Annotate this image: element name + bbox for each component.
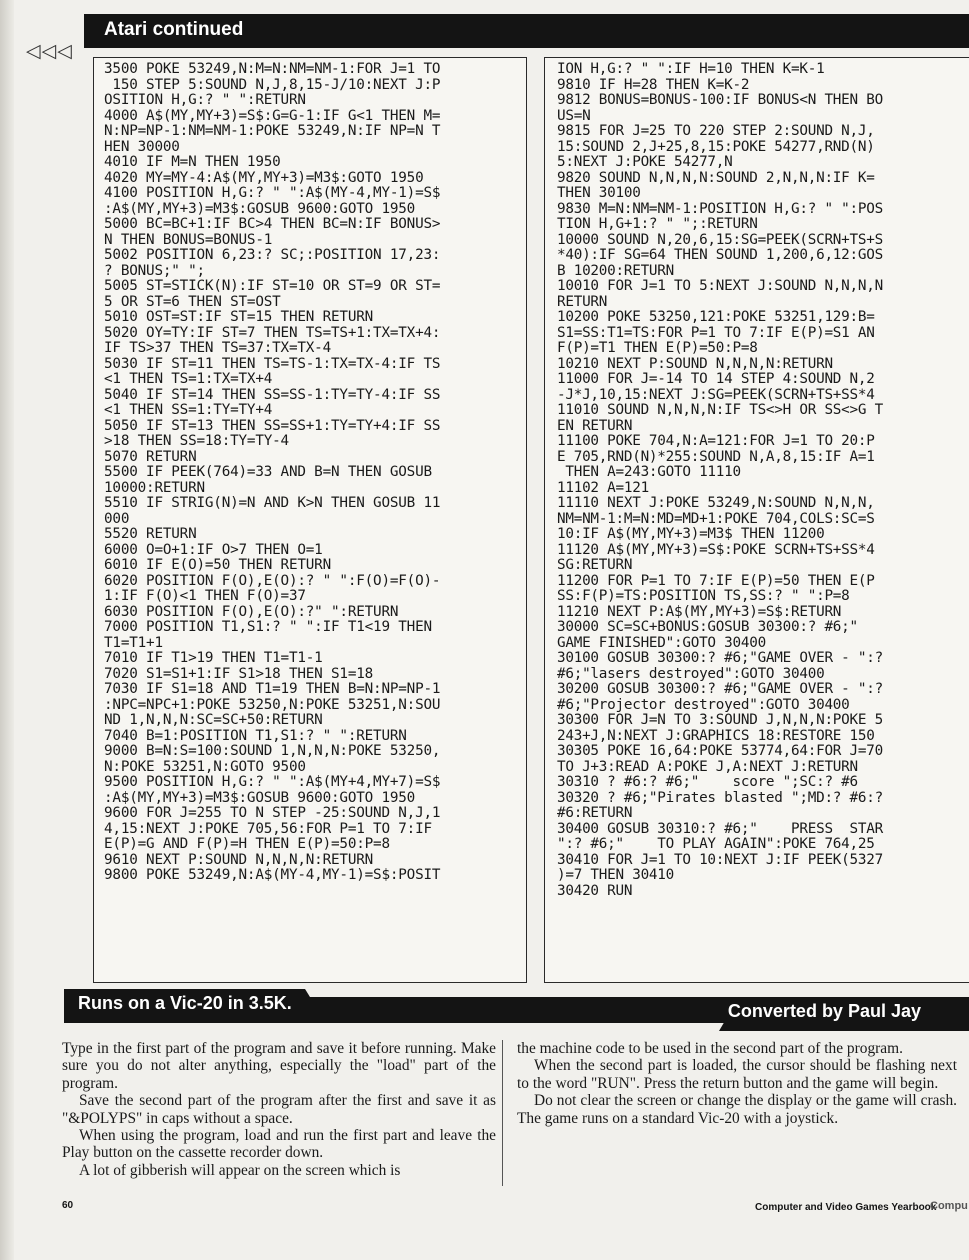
code-listing-left xyxy=(93,57,527,983)
code-line: 9830 M=N:NM=NM-1:POSITION H,G:? " ":POS xyxy=(557,200,883,217)
publication-footer: Computer and Video Games Yearbook xyxy=(755,1202,937,1213)
instructions-column-right xyxy=(517,1040,957,1127)
code-line: 9812 BONUS=BONUS-100:IF BONUS<N THEN BO xyxy=(557,92,883,108)
code-line: 9815 FOR J=25 TO 220 STEP 2:SOUND N,J, xyxy=(557,123,875,139)
code-line: :A$(MY,MY+3)=M3$:GOSUB 9600:GOTO 1950 xyxy=(104,789,416,806)
code-line: 5020 OY=TY:IF ST=7 THEN TS=TS+1:TX=TX+4: xyxy=(104,324,441,341)
code-line: 10:IF A$(MY,MY+3)=M3$ THEN 11200 xyxy=(557,526,825,542)
code-line: 11102 A=121 xyxy=(557,479,649,496)
code-line: 4,15:NEXT J:POKE 705,56:FOR P=1 TO 7:IF xyxy=(104,820,432,837)
code-line: :NPC=NPC+1:POKE 53250,N:POKE 53251,N:SOU xyxy=(104,696,441,713)
code-line: 30305 POKE 16,64:POKE 53774,64:FOR J=70 xyxy=(557,743,883,759)
code-line: 11200 FOR P=1 TO 7:IF E(P)=50 THEN E(P xyxy=(557,572,875,589)
code-line: T1=T1+1 xyxy=(104,634,163,651)
code-line: 150 STEP 5:SOUND N,J,8,15-J/10:NEXT J:P xyxy=(112,76,441,93)
code-listing-right xyxy=(544,57,969,983)
code-line: 11110 NEXT J:POKE 53249,N:SOUND N,N,N, xyxy=(557,495,875,511)
code-line: 7000 POSITION T1,S1:? " ":IF T1<19 THEN xyxy=(104,619,432,635)
code-line: EN RETURN xyxy=(557,417,633,434)
code-line: 243+J,N:NEXT J:GRAPHICS 18:RESTORE 150 xyxy=(557,727,875,744)
code-line: 10000 SOUND N,20,6,15:SG=PEEK(SCRN+TS+S xyxy=(557,231,883,248)
code-line: 5030 IF ST=11 THEN TS=TS-1:TX=TX-4:IF TS xyxy=(104,355,441,372)
code-line: 5050 IF ST=13 THEN SS=SS+1:TY=TY+4:IF SS xyxy=(104,417,441,434)
instruction-paragraph: the machine code to be used in the second part of the program. xyxy=(517,1040,903,1057)
code-line: 6010 IF E(O)=50 THEN RETURN xyxy=(104,557,332,573)
code-line: ION H,G:? " ":IF H=10 THEN K=K-1 xyxy=(557,61,825,77)
section-title: Atari continued xyxy=(104,19,244,40)
code-line: ND 1,N,N,N:SC=SC+50:RETURN xyxy=(104,712,323,728)
code-line: 10210 NEXT P:SOUND N,N,N,N:RETURN xyxy=(557,355,833,372)
code-text-left xyxy=(94,58,526,884)
code-line: 5510 IF STRIG(N)=N AND K>N THEN GOSUB 11 xyxy=(104,495,441,511)
instruction-paragraph: Do not clear the screen or change the display or the game will crash. The game runs on a standard Vic-20 with a joystick. xyxy=(517,1092,957,1127)
code-line: 7030 IF S1=18 AND T1=19 THEN B=N:NP=NP-1 xyxy=(104,681,441,697)
code-line: 5005 ST=STICK(N):IF ST=10 OR ST=9 OR ST= xyxy=(104,278,441,294)
code-line: 9810 IF H=28 THEN K=K-2 xyxy=(557,76,750,93)
code-line: TO J+3:READ A:POKE J,A:NEXT J:RETURN xyxy=(557,758,858,775)
code-line: N THEN BONUS=BONUS-1 xyxy=(104,231,273,248)
code-line: 5010 OST=ST:IF ST=15 THEN RETURN xyxy=(104,309,374,325)
code-line: ":? #6;" TO PLAY AGAIN":POKE 764,25 xyxy=(557,836,875,852)
code-line: 1:IF F(O)<1 THEN F(O)=37 xyxy=(104,588,306,604)
code-line: 5002 POSITION 6,23:? SC;:POSITION 17,23: xyxy=(104,247,441,263)
code-line: 4010 IF M=N THEN 1950 xyxy=(104,154,281,170)
instructions-column-left xyxy=(62,1040,496,1179)
code-line: >18 THEN SS=18:TY=TY-4 xyxy=(104,433,289,449)
code-line: 30400 GOSUB 30310:? #6;" PRESS STAR xyxy=(557,820,883,837)
code-line: #6:RETURN xyxy=(557,805,633,821)
instruction-paragraph: Save the second part of the program after the first and save it as "&POLYPS" in caps without a space. xyxy=(62,1092,496,1127)
page-spine xyxy=(0,0,14,1260)
code-line: N:POKE 53251,N:GOTO 9500 xyxy=(104,758,306,775)
code-line: 11000 FOR J=-14 TO 14 STEP 4:SOUND N,2 xyxy=(557,371,875,387)
code-line: 5520 RETURN xyxy=(104,526,197,542)
code-line: 30000 SC=SC+BONUS:GOSUB 30300:? #6;" xyxy=(557,619,858,635)
code-line: N:NP=NP-1:NM=NM-1:POKE 53249,N:IF NP=N T xyxy=(104,123,441,139)
code-line: 15:SOUND 2,J+25,8,15:POKE 54277,RND(N) xyxy=(557,138,875,155)
code-line: 7020 S1=S1+1:IF S1>18 THEN S1=18 xyxy=(104,665,374,682)
code-line: 4000 A$(MY,MY+3)=S$:G=G-1:IF G<1 THEN M= xyxy=(104,107,441,124)
code-line: THEN A=243:GOTO 11110 xyxy=(565,464,741,480)
code-line: 6020 POSITION F(O),E(O):? " ":F(O)=F(O)- xyxy=(104,572,441,589)
code-line: ? BONUS;" "; xyxy=(104,262,205,279)
code-line: 5500 IF PEEK(764)=33 AND B=N THEN GOSUB xyxy=(104,464,432,480)
code-line: 5 OR ST=6 THEN ST=OST xyxy=(104,293,281,310)
code-line: 11010 SOUND N,N,N,N:IF TS<>H OR SS<>G T xyxy=(557,402,883,418)
code-line: THEN 30100 xyxy=(557,185,641,201)
next-page-footer: Compu xyxy=(930,1200,968,1212)
code-line: <1 THEN TS=1:TX=TX+4 xyxy=(104,371,273,387)
code-line: HEN 30000 xyxy=(104,138,180,155)
subheader-banner xyxy=(64,989,969,1031)
code-line: 6000 O=O+1:IF O>7 THEN O=1 xyxy=(104,541,323,558)
code-line: SS:F(P)=TS:POSITION TS,SS:? " ":P=8 xyxy=(557,588,850,604)
column-divider xyxy=(502,1040,503,1186)
code-text-right xyxy=(545,58,969,899)
instruction-paragraph: Type in the first part of the program and save it before running. Make sure you do not alter anything, especially the "load" part of the program. xyxy=(62,1040,496,1092)
code-line: :A$(MY,MY+3)=M3$:GOSUB 9600:GOTO 1950 xyxy=(104,200,416,217)
code-line: 30420 RUN xyxy=(557,882,633,899)
instruction-paragraph: When using the program, load and run the first part and leave the Play button on the cassette recorder down. xyxy=(62,1127,496,1162)
code-line: 5000 BC=BC+1:IF BC>4 THEN BC=N:IF BONUS> xyxy=(104,216,441,232)
code-line: B 10200:RETURN xyxy=(557,262,675,279)
code-line: 7040 B=1:POSITION T1,S1:? " ":RETURN xyxy=(104,727,407,744)
code-line: 11120 A$(MY,MY+3)=S$:POKE SCRN+TS+SS*4 xyxy=(557,541,875,558)
code-line: -J*J,10,15:NEXT J:SG=PEEK(SCRN+TS+SS*4 xyxy=(557,386,875,403)
code-line: 4020 MY=MY-4:A$(MY,MY+3)=M3$:GOTO 1950 xyxy=(104,169,424,186)
code-line: <1 THEN SS=1:TY=TY+4 xyxy=(104,402,273,418)
instruction-paragraph: A lot of gibberish will appear on the screen which is xyxy=(79,1161,401,1179)
code-line: 11210 NEXT P:A$(MY,MY+3)=S$:RETURN xyxy=(557,603,842,620)
code-line: E(P)=G AND F(P)=H THEN E(P)=50:P=8 xyxy=(104,836,390,852)
code-line: 5:NEXT J:POKE 54277,N xyxy=(557,154,733,170)
code-line: 4100 POSITION H,G:? " ":A$(MY-4,MY-1)=S$ xyxy=(104,185,441,201)
code-line: 11100 POKE 704,N:A=121:FOR J=1 TO 20:P xyxy=(557,433,875,449)
code-line: 9600 FOR J=255 TO N STEP -25:SOUND N,J,1 xyxy=(104,805,441,821)
code-line: 5040 IF ST=14 THEN SS=SS-1:TY=TY-4:IF SS xyxy=(104,386,441,403)
code-line: 10200 POKE 53250,121:POKE 53251,129:B= xyxy=(557,309,875,325)
code-line: #6;"Projector destroyed":GOTO 30400 xyxy=(557,696,850,713)
code-line: 9820 SOUND N,N,N,N:SOUND 2,N,N,N:IF K= xyxy=(557,169,875,186)
code-line: SG:RETURN xyxy=(557,557,633,573)
code-line: 9000 B=N:S=100:SOUND 1,N,N,N:POKE 53250, xyxy=(104,743,441,759)
code-line: 30200 GOSUB 30300:? #6;"GAME OVER - ":? xyxy=(557,681,883,697)
code-line: S1=SS:T1=TS:FOR P=1 TO 7:IF E(P)=S1 AN xyxy=(557,324,875,341)
instruction-paragraph: When the second part is loaded, the cursor should be flashing next to the word "RUN". Press the return button and the game will begin. xyxy=(517,1057,957,1092)
code-line: *40):IF SG=64 THEN SOUND 1,200,6,12:GOS xyxy=(557,247,883,263)
code-line: RETURN xyxy=(557,293,608,310)
code-line: NM=NM-1:M=N:MD=MD+1:POKE 704,COLS:SC=S xyxy=(557,510,875,527)
code-line: 000 xyxy=(104,510,130,527)
code-line: TION H,G+1:? " ";:RETURN xyxy=(557,216,758,232)
code-line: 10010 FOR J=1 TO 5:NEXT J:SOUND N,N,N,N xyxy=(557,278,883,294)
code-line: F(P)=T1 THEN E(P)=50:P=8 xyxy=(557,340,758,356)
code-line: 7010 IF T1>19 THEN T1=T1-1 xyxy=(104,650,323,666)
section-header-banner xyxy=(84,14,969,48)
code-line: )=7 THEN 30410 xyxy=(557,867,675,883)
code-line: US=N xyxy=(557,107,591,124)
page-number: 60 xyxy=(62,1200,74,1211)
code-line: 9610 NEXT P:SOUND N,N,N,N:RETURN xyxy=(104,851,374,868)
code-line: 30410 FOR J=1 TO 10:NEXT J:IF PEEK(5327 xyxy=(557,851,883,868)
code-line: 30100 GOSUB 30300:? #6;"GAME OVER - ":? xyxy=(557,650,883,666)
code-line: E 705,RND(N)*255:SOUND N,A,8,15:IF A=1 xyxy=(557,448,875,465)
code-line: 5070 RETURN xyxy=(104,448,197,465)
code-line: 6030 POSITION F(O),E(O):?" ":RETURN xyxy=(104,603,399,620)
continuation-arrows-icon: ◁◁◁ xyxy=(26,41,73,62)
code-line: 3500 POKE 53249,N:M=N:NM=NM-1:FOR J=1 TO xyxy=(104,61,441,77)
code-line: 30300 FOR J=N TO 3:SOUND J,N,N,N:POKE 5 xyxy=(557,712,883,728)
platform-note: Runs on a Vic-20 in 3.5K. xyxy=(78,993,292,1013)
author-credit: Converted by Paul Jay xyxy=(727,1001,921,1021)
code-line: 9800 POKE 53249,N:A$(MY-4,MY-1)=S$:POSIT xyxy=(104,867,441,883)
code-line: 30310 ? #6:? #6;" score ";SC:? #6 xyxy=(557,774,858,790)
code-line: 30320 ? #6;"Pirates blasted ";MD:? #6:? xyxy=(557,789,883,806)
code-line: #6;"lasers destroyed":GOTO 30400 xyxy=(557,665,825,682)
code-line: 9500 POSITION H,G:? " ":A$(MY+4,MY+7)=S$ xyxy=(104,774,441,790)
code-line: IF TS>37 THEN TS=37:TX=TX-4 xyxy=(104,340,332,356)
code-line: OSITION H,G:? " ":RETURN xyxy=(104,92,306,108)
code-line: 10000:RETURN xyxy=(104,479,205,496)
code-line: GAME FINISHED":GOTO 30400 xyxy=(557,634,766,651)
